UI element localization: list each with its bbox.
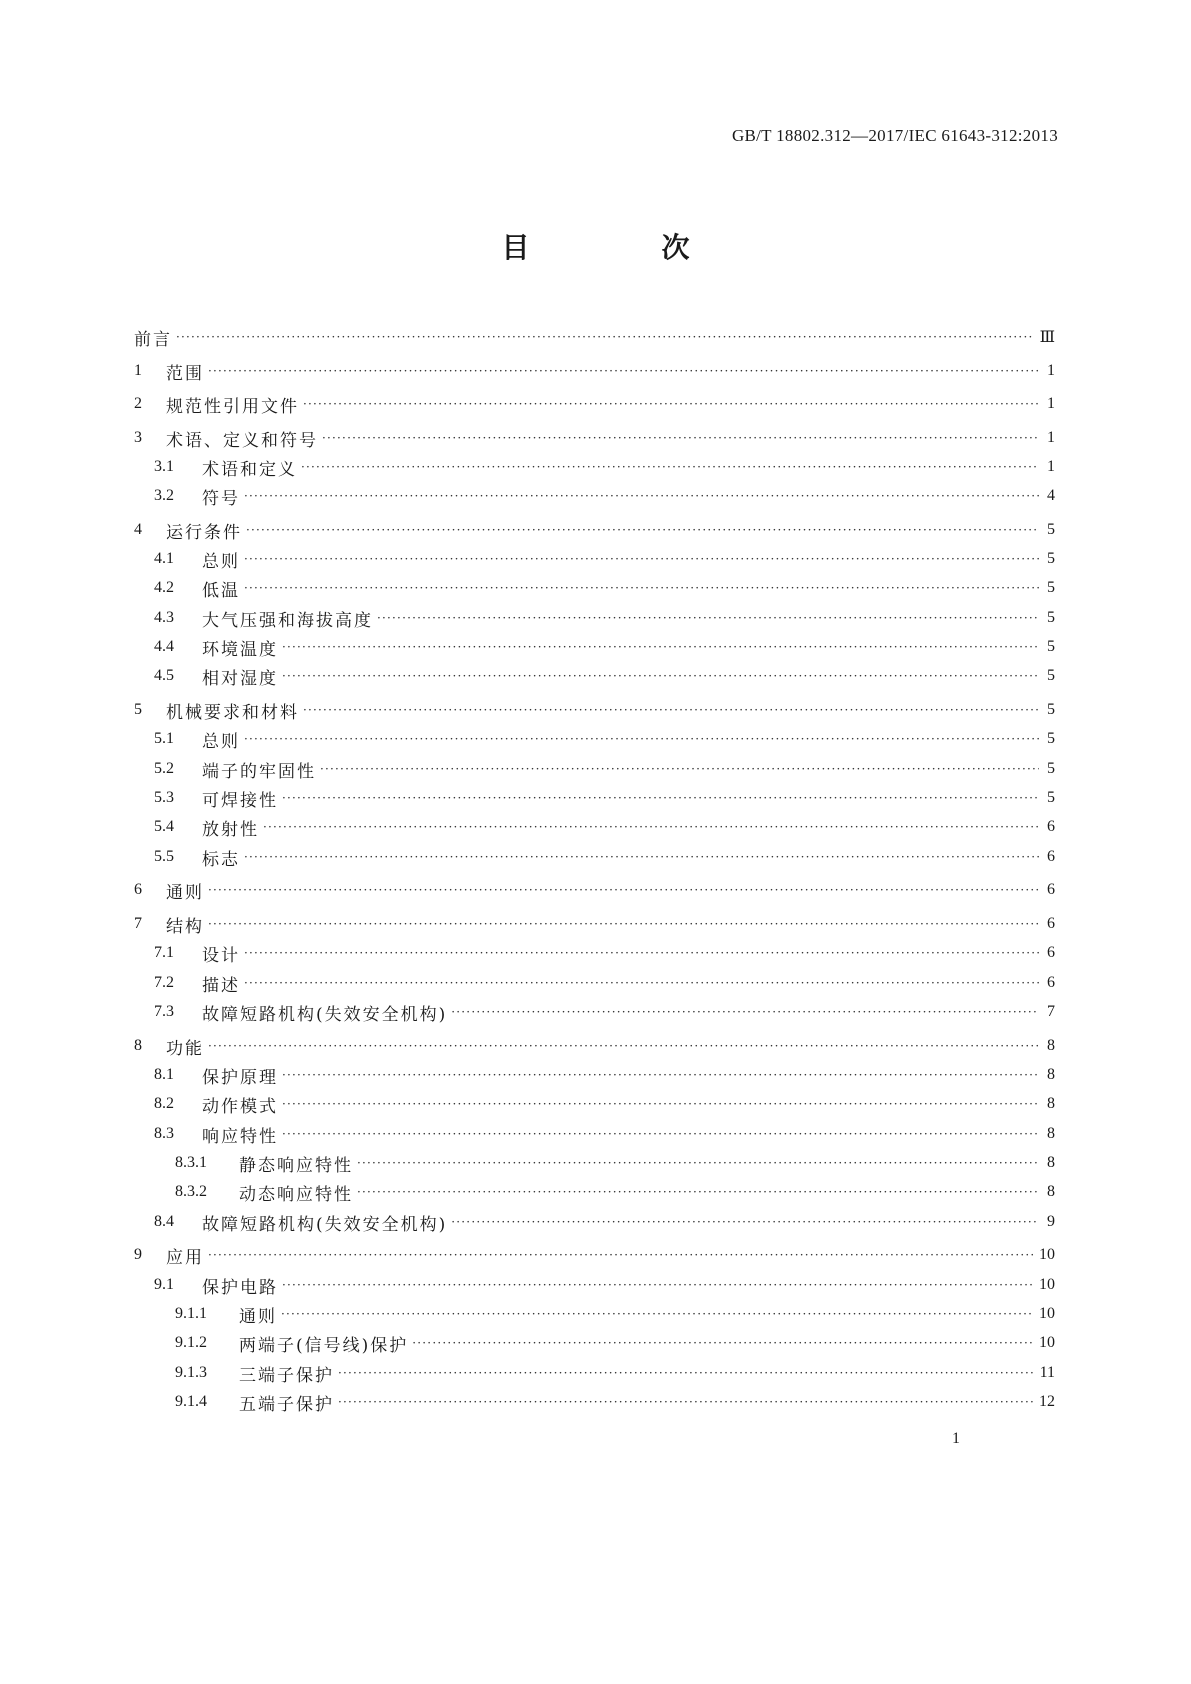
toc-dot-leader	[451, 1005, 1039, 1019]
toc-dot-leader	[244, 976, 1039, 990]
toc-entry-page: 8	[1047, 1154, 1055, 1171]
toc-entry-page: 5	[1047, 701, 1055, 718]
toc-entry-number: 8	[134, 1037, 142, 1054]
toc-dot-leader	[412, 1336, 1033, 1350]
toc-entry-page: 6	[1047, 944, 1055, 961]
toc-entry[interactable]	[154, 1121, 1055, 1147]
toc-entry-number: 8.3.1	[175, 1154, 207, 1171]
toc-entry[interactable]	[154, 575, 1055, 601]
toc-entry[interactable]	[134, 1242, 1055, 1268]
toc-dot-leader	[322, 431, 1039, 445]
toc-entry-number: 4.1	[154, 550, 174, 567]
toc-entry-label: 总则	[202, 551, 240, 572]
toc-entry[interactable]	[154, 1272, 1055, 1298]
toc-entry-label: 动态响应特性	[239, 1184, 353, 1205]
toc-dot-leader	[303, 397, 1039, 411]
toc-entry-page: 5	[1047, 579, 1055, 596]
toc-dot-leader	[281, 1307, 1033, 1321]
toc-entry-page: 9	[1047, 1213, 1055, 1230]
toc-entry-page: 6	[1047, 974, 1055, 991]
toc-dot-leader	[338, 1366, 1034, 1380]
toc-entry-number: 5.4	[154, 818, 174, 835]
toc-entry[interactable]	[175, 1330, 1055, 1356]
toc-dot-leader	[246, 523, 1039, 537]
page-number: 1	[952, 1430, 960, 1447]
toc-entry-label: 前言	[134, 329, 172, 350]
toc-entry[interactable]	[134, 425, 1055, 451]
toc-entry[interactable]	[154, 634, 1055, 660]
toc-entry-label: 故障短路机构(失效安全机构)	[202, 1214, 448, 1235]
toc-entry[interactable]	[154, 1091, 1055, 1117]
toc-dot-leader	[208, 1248, 1033, 1262]
toc-entry-label: 标志	[202, 849, 240, 870]
toc-entry-page: 4	[1047, 487, 1055, 504]
toc-entry-number: 4.3	[154, 609, 174, 626]
toc-entry-number: 8.3.2	[175, 1183, 207, 1200]
toc-entry-number: 8.3	[154, 1125, 174, 1142]
toc-entry-label: 两端子(信号线)保护	[239, 1335, 409, 1356]
toc-entry-number: 8.1	[154, 1066, 174, 1083]
toc-entry-label: 相对湿度	[202, 668, 278, 689]
toc-dot-leader	[208, 1039, 1039, 1053]
toc-entry[interactable]	[175, 1179, 1055, 1205]
toc-dot-leader	[357, 1185, 1039, 1199]
toc-entry-page: 8	[1047, 1037, 1055, 1054]
toc-entry-number: 4	[134, 521, 142, 538]
toc-entry-label: 三端子保护	[239, 1365, 334, 1386]
toc-entry[interactable]	[154, 756, 1055, 782]
toc-entry[interactable]	[134, 911, 1055, 937]
toc-dot-leader	[208, 883, 1039, 897]
toc-entry-page: 5	[1047, 760, 1055, 777]
toc-entry-label: 术语、定义和符号	[166, 430, 318, 451]
toc-entry-page: 10	[1039, 1334, 1055, 1351]
toc-entry[interactable]	[154, 546, 1055, 572]
toc-entry[interactable]	[154, 726, 1055, 752]
toc-entry[interactable]	[154, 970, 1055, 996]
toc-entry-label: 响应特性	[202, 1126, 278, 1147]
toc-entry-page: 5	[1047, 550, 1055, 567]
toc-entry[interactable]	[154, 605, 1055, 631]
toc-entry-label: 规范性引用文件	[166, 396, 299, 417]
toc-dot-leader	[176, 330, 1034, 344]
toc-entry-label: 保护电路	[202, 1277, 278, 1298]
toc-entry-label: 动作模式	[202, 1096, 278, 1117]
toc-entry-number: 7	[134, 915, 142, 932]
toc-entry-page: 10	[1039, 1276, 1055, 1293]
toc-entry[interactable]	[175, 1389, 1055, 1415]
toc-entry[interactable]	[175, 1301, 1055, 1327]
toc-entry-label: 应用	[166, 1247, 204, 1268]
toc-entry-label: 术语和定义	[202, 459, 297, 480]
toc-entry-number: 9.1	[154, 1276, 174, 1293]
toc-entry[interactable]	[154, 814, 1055, 840]
toc-dot-leader	[282, 669, 1039, 683]
toc-entry-number: 3.2	[154, 487, 174, 504]
toc-entry-label: 故障短路机构(失效安全机构)	[202, 1004, 448, 1025]
toc-entry-page: 1	[1047, 458, 1055, 475]
toc-entry-label: 功能	[166, 1038, 204, 1059]
toc-dot-leader	[320, 762, 1039, 776]
toc-entry[interactable]	[154, 1062, 1055, 1088]
toc-dot-leader	[244, 732, 1039, 746]
toc-entry-label: 可焊接性	[202, 790, 278, 811]
toc-entry-page: 5	[1047, 638, 1055, 655]
toc-dot-leader	[244, 489, 1039, 503]
toc-entry[interactable]	[154, 844, 1055, 870]
toc-entry-label: 通则	[166, 882, 204, 903]
toc-entry-number: 3	[134, 429, 142, 446]
toc-entry-page: 6	[1047, 881, 1055, 898]
toc-entry-page: 5	[1047, 789, 1055, 806]
toc-entry-label: 运行条件	[166, 522, 242, 543]
toc-entry-number: 7.3	[154, 1003, 174, 1020]
toc-entry-label: 范围	[166, 363, 204, 384]
toc-dot-leader	[282, 1068, 1039, 1082]
toc-entry[interactable]	[134, 697, 1055, 723]
toc-entry-number: 9.1.4	[175, 1393, 207, 1410]
toc-entry-page: 1	[1047, 429, 1055, 446]
toc-entry-number: 9	[134, 1246, 142, 1263]
toc-entry[interactable]	[154, 785, 1055, 811]
toc-entry-label: 描述	[202, 975, 240, 996]
toc-entry-page: 1	[1047, 362, 1055, 379]
toc-entry[interactable]	[134, 324, 1055, 350]
toc-entry-number: 5.2	[154, 760, 174, 777]
toc-entry[interactable]	[134, 391, 1055, 417]
toc-entry-page: 10	[1039, 1246, 1055, 1263]
toc-entry-number: 9.1.3	[175, 1364, 207, 1381]
toc-entry-number: 2	[134, 395, 142, 412]
toc-entry-number: 5.5	[154, 848, 174, 865]
toc-entry-label: 总则	[202, 731, 240, 752]
toc-entry-number: 4.5	[154, 667, 174, 684]
toc-dot-leader	[357, 1156, 1039, 1170]
toc-entry-page: 10	[1039, 1305, 1055, 1322]
toc-entry-page: 5	[1047, 667, 1055, 684]
toc-dot-leader	[451, 1215, 1039, 1229]
toc-entry-label: 设计	[202, 945, 240, 966]
toc-entry[interactable]	[154, 999, 1055, 1025]
toc-entry-label: 保护原理	[202, 1067, 278, 1088]
toc-dot-leader	[282, 1278, 1033, 1292]
toc-entry[interactable]	[154, 483, 1055, 509]
toc-dot-leader	[282, 1097, 1039, 1111]
toc-entry-label: 机械要求和材料	[166, 702, 299, 723]
toc-entry[interactable]	[154, 1209, 1055, 1235]
toc-entry-page: 6	[1047, 915, 1055, 932]
toc-entry-label: 低温	[202, 580, 240, 601]
toc-dot-leader	[282, 1127, 1039, 1141]
toc-entry-page: 8	[1047, 1066, 1055, 1083]
toc-dot-leader	[282, 640, 1039, 654]
toc-entry[interactable]	[154, 454, 1055, 480]
toc-entry-page: 8	[1047, 1095, 1055, 1112]
toc-dot-leader	[282, 791, 1039, 805]
toc-entry-label: 五端子保护	[239, 1394, 334, 1415]
toc-entry-number: 5.1	[154, 730, 174, 747]
toc-entry[interactable]	[134, 358, 1055, 384]
toc-entry[interactable]	[134, 877, 1055, 903]
toc-entry-page: 8	[1047, 1183, 1055, 1200]
toc-entry-page: 5	[1047, 730, 1055, 747]
toc-entry-number: 5	[134, 701, 142, 718]
toc-entry-page: Ⅲ	[1039, 329, 1055, 346]
toc-entry-label: 环境温度	[202, 639, 278, 660]
toc-dot-leader	[244, 850, 1039, 864]
toc-entry-number: 9.1.1	[175, 1305, 207, 1322]
toc-entry-number: 9.1.2	[175, 1334, 207, 1351]
toc-entry-label: 符号	[202, 488, 240, 509]
toc-entry-number: 7.2	[154, 974, 174, 991]
toc-dot-leader	[244, 552, 1039, 566]
toc-entry[interactable]	[175, 1150, 1055, 1176]
toc-entry-page: 1	[1047, 395, 1055, 412]
toc-entry-page: 8	[1047, 1125, 1055, 1142]
toc-dot-leader	[208, 364, 1039, 378]
toc-entry-page: 6	[1047, 848, 1055, 865]
toc-dot-leader	[263, 820, 1039, 834]
toc-entry-page: 12	[1039, 1393, 1055, 1410]
toc-dot-leader	[303, 703, 1039, 717]
toc-entry-number: 4.2	[154, 579, 174, 596]
toc-entry-number: 7.1	[154, 944, 174, 961]
toc-entry[interactable]	[134, 517, 1055, 543]
toc-entry-label: 通则	[239, 1306, 277, 1327]
toc-entry-number: 3.1	[154, 458, 174, 475]
toc-dot-leader	[244, 581, 1039, 595]
toc-entry-number: 4.4	[154, 638, 174, 655]
toc-entry-page: 6	[1047, 818, 1055, 835]
toc-dot-leader	[377, 611, 1039, 625]
toc-dot-leader	[338, 1395, 1033, 1409]
toc-entry-number: 8.2	[154, 1095, 174, 1112]
toc-entry-page: 11	[1039, 1364, 1055, 1381]
toc-entry-label: 端子的牢固性	[202, 761, 316, 782]
toc-entry-number: 1	[134, 362, 142, 379]
toc-entry-label: 放射性	[202, 819, 259, 840]
toc-dot-leader	[208, 917, 1039, 931]
toc-entry-page: 7	[1047, 1003, 1055, 1020]
toc-entry-number: 6	[134, 881, 142, 898]
toc-entry-label: 静态响应特性	[239, 1155, 353, 1176]
toc-entry-page: 5	[1047, 609, 1055, 626]
toc-entry[interactable]	[134, 1033, 1055, 1059]
toc-entry-number: 8.4	[154, 1213, 174, 1230]
toc-entry-number: 5.3	[154, 789, 174, 806]
toc-entry[interactable]	[175, 1360, 1055, 1386]
toc-dot-leader	[244, 946, 1039, 960]
page-title: 目 次	[501, 231, 742, 264]
toc-entry-page: 5	[1047, 521, 1055, 538]
toc-entry[interactable]	[154, 663, 1055, 689]
toc-entry-label: 大气压强和海拔高度	[202, 610, 373, 631]
toc-entry[interactable]	[154, 940, 1055, 966]
toc-dot-leader	[301, 460, 1039, 474]
standard-code: GB/T 18802.312—2017/IEC 61643-312:2013	[731, 126, 1058, 145]
toc-entry-label: 结构	[166, 916, 204, 937]
